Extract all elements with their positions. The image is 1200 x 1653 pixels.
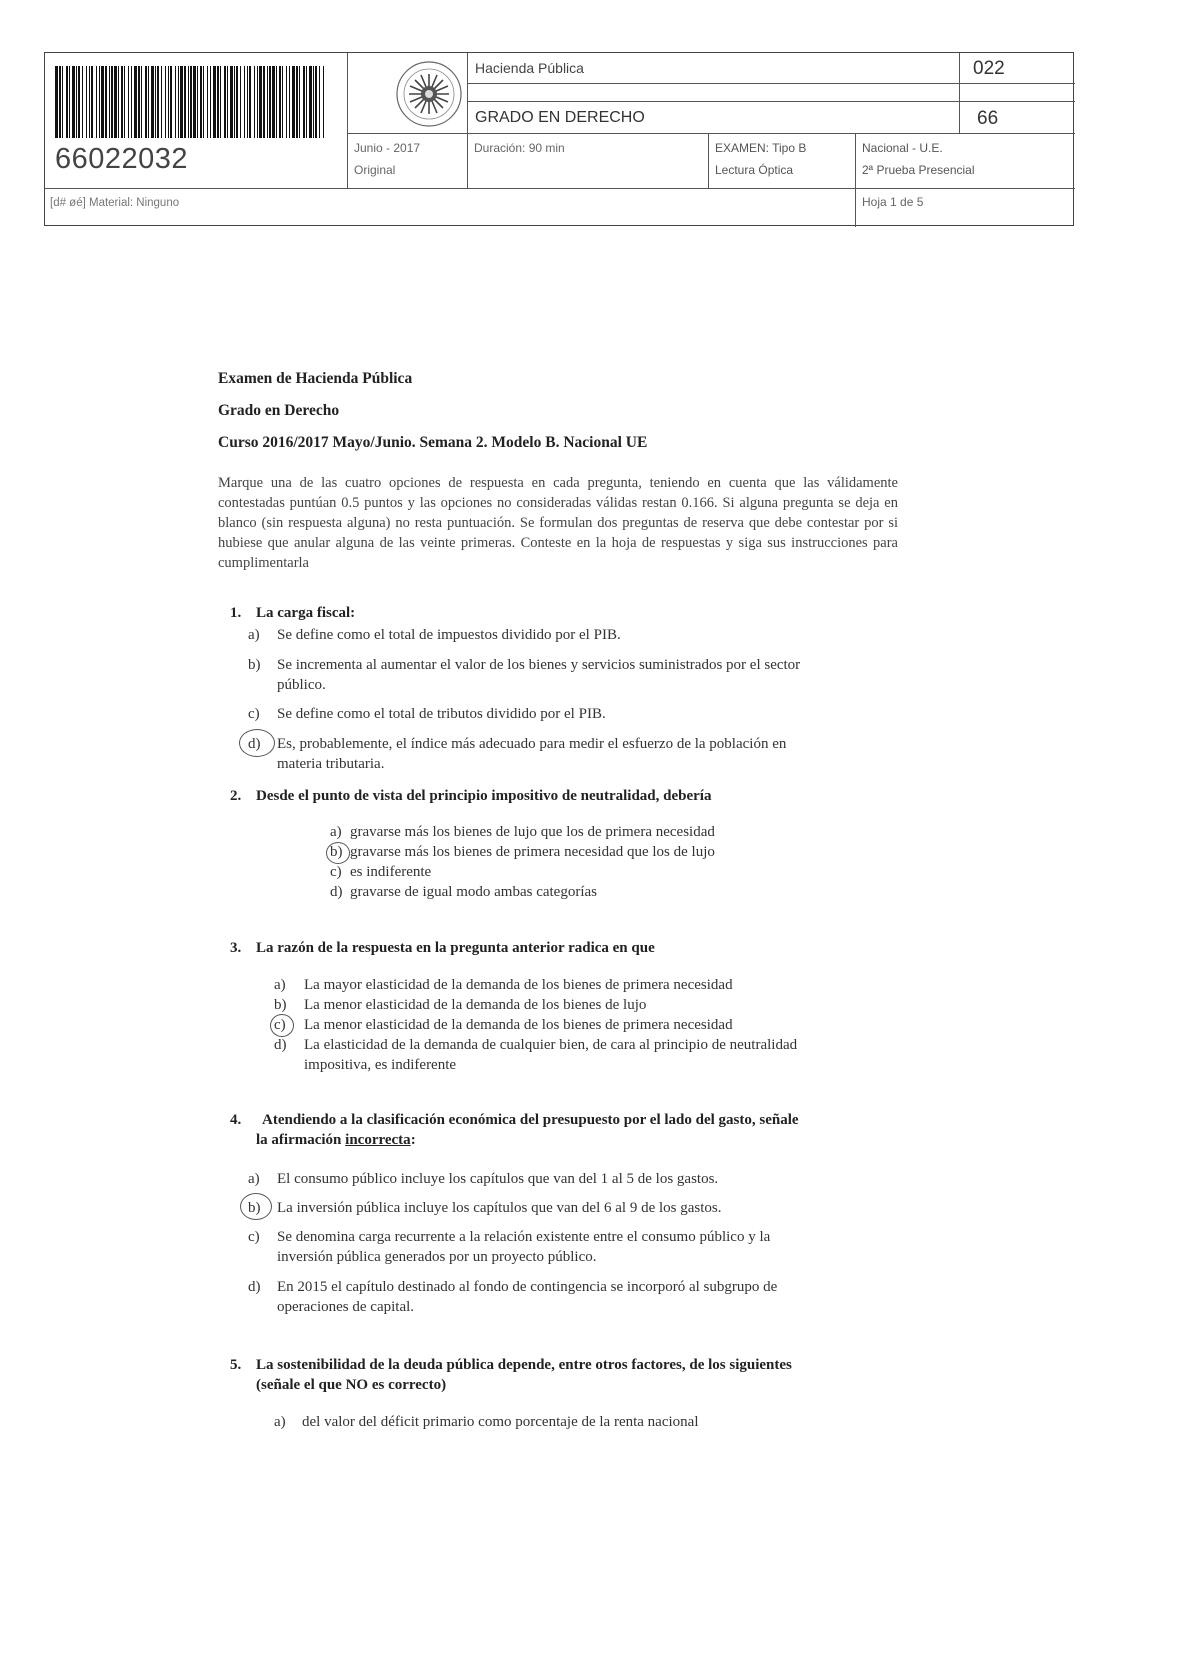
degree-name: GRADO EN DERECHO [475, 109, 645, 126]
q1-option-a-letter: a) [248, 627, 260, 643]
q1-option-d-text-cont: materia tributaria. [277, 756, 385, 772]
q3-option-c-text: La menor elasticidad de la demanda de los bienes de primera necesidad [304, 1017, 733, 1033]
q3-option-b-letter: b) [274, 997, 287, 1013]
question-4-underlined: incorrecta [345, 1132, 411, 1148]
exam-duration: Duración: 90 min [474, 141, 565, 155]
copy-type: Original [354, 163, 396, 177]
question-4-number: 4. [230, 1112, 242, 1128]
material-note: [d# øé] Material: Ninguno [50, 197, 180, 209]
exam-header [44, 52, 1074, 226]
subject-code: 022 [973, 58, 1005, 79]
reading-type: Lectura Óptica [715, 163, 794, 177]
q3-option-d-text-cont: impositiva, es indiferente [304, 1057, 457, 1073]
subject-name: Hacienda Pública [475, 60, 584, 76]
question-4-text: Atendiendo a la clasificación económica del presupuesto por el lado del gasto, señale [262, 1112, 799, 1128]
q1-option-b-text-cont: público. [277, 677, 326, 693]
q2-option-d-letter: d) [330, 884, 343, 900]
q4-option-c-text: Se denomina carga recurrente a la relación existente entre el consumo público y la [277, 1229, 771, 1245]
question-3-text: La razón de la respuesta en la pregunta anterior radica en que [256, 940, 655, 956]
degree-code: 66 [977, 108, 999, 129]
q3-option-d-text: La elasticidad de la demanda de cualquier bien, de cara al principio de neutralidad [304, 1037, 798, 1053]
q2-option-c-text: es indiferente [350, 864, 432, 880]
q1-option-a-text: Se define como el total de impuestos dividido por el PIB. [277, 627, 621, 643]
q1-option-d-letter: d) [248, 736, 261, 752]
question-5-text-cont: (señale el que NO es correcto) [256, 1377, 447, 1393]
q4-option-d-text-cont: operaciones de capital. [277, 1299, 415, 1315]
q2-option-a-letter: a) [330, 824, 342, 840]
question-5-number: 5. [230, 1357, 242, 1373]
q3-option-a-text: La mayor elasticidad de la demanda de los bienes de primera necesidad [304, 977, 733, 993]
question-4-suffix: : [410, 1132, 416, 1148]
instructions: Marque una de las cuatro opciones de respuesta en cada pregunta, teniendo en cuenta que las válidamente contestadas puntúan 0.5 puntos y las opciones no consideradas válidas restan 0.166. Si alguna pregunta se deja en blanco (sin respuesta alguna) no resta puntuación. Se formulan dos preguntas de reserva que debe contestar por si hubiese que anular alguna de las veinte primeras. Conteste en la hoja de respuestas y siga sus instrucciones para cumplimentarla [218, 475, 898, 571]
q4-option-d-letter: d) [248, 1279, 261, 1295]
exam-date: Junio - 2017 [354, 141, 421, 155]
q2-option-b-letter: b) [330, 844, 343, 860]
exam-scope: Nacional - U.E. [862, 141, 943, 155]
question-1-number: 1. [230, 605, 242, 621]
q3-option-a-letter: a) [274, 977, 286, 993]
q3-option-d-letter: d) [274, 1037, 287, 1053]
q3-option-c-letter: c) [274, 1017, 286, 1033]
q1-option-c-letter: c) [248, 706, 260, 722]
page-indicator: Hoja 1 de 5 [862, 195, 924, 209]
barcode [55, 66, 331, 138]
question-4-text-cont [256, 1130, 416, 1150]
question-1-text: La carga fiscal: [256, 605, 356, 621]
barcode-bar [324, 66, 326, 138]
exam-degree: Grado en Derecho [218, 402, 340, 419]
question-5-text: La sostenibilidad de la deuda pública depende, entre otros factores, de los siguientes [256, 1357, 792, 1373]
q4-option-b-letter: b) [248, 1200, 261, 1216]
q1-option-b-text: Se incrementa al aumentar el valor de los bienes y servicios suministrados por el sector [277, 657, 801, 673]
q2-option-d-text: gravarse de igual modo ambas categorías [350, 884, 597, 900]
exam-session: 2ª Prueba Presencial [862, 163, 975, 177]
barcode-number: 66022032 [55, 143, 189, 175]
question-3-number: 3. [230, 940, 242, 956]
q4-option-c-text-cont: inversión pública generados por un proyecto público. [277, 1249, 597, 1265]
university-seal [394, 59, 464, 129]
q2-option-c-letter: c) [330, 864, 342, 880]
q1-option-b-letter: b) [248, 657, 261, 673]
q3-option-b-text: La menor elasticidad de la demanda de los bienes de lujo [304, 997, 647, 1013]
q2-option-b-text: gravarse más los bienes de primera necesidad que los de lujo [350, 844, 715, 860]
question-4-prefix: la afirmación [256, 1132, 346, 1148]
exam-type: EXAMEN: Tipo B [715, 141, 807, 155]
q4-option-a-text: El consumo público incluye los capítulos que van del 1 al 5 de los gastos. [277, 1171, 719, 1187]
q5-option-a-letter: a) [274, 1414, 286, 1430]
exam-course: Curso 2016/2017 Mayo/Junio. Semana 2. Modelo B. Nacional UE [218, 434, 648, 451]
q1-option-d-text: Es, probablemente, el índice más adecuado para medir el esfuerzo de la población en [277, 736, 787, 752]
q2-option-a-text: gravarse más los bienes de lujo que los de primera necesidad [350, 824, 715, 840]
q4-option-c-letter: c) [248, 1229, 260, 1245]
question-2-text: Desde el punto de vista del principio impositivo de neutralidad, debería [256, 788, 712, 804]
q4-option-d-text: En 2015 el capítulo destinado al fondo de contingencia se incorporó al subgrupo de [277, 1279, 778, 1295]
q4-option-b-text: La inversión pública incluye los capítulos que van del 6 al 9 de los gastos. [277, 1200, 722, 1216]
exam-title: Examen de Hacienda Pública [218, 370, 413, 387]
q1-option-c-text: Se define como el total de tributos dividido por el PIB. [277, 706, 606, 722]
q4-option-a-letter: a) [248, 1171, 260, 1187]
question-2-number: 2. [230, 788, 242, 804]
q5-option-a-text: del valor del déficit primario como porcentaje de la renta nacional [302, 1414, 699, 1430]
